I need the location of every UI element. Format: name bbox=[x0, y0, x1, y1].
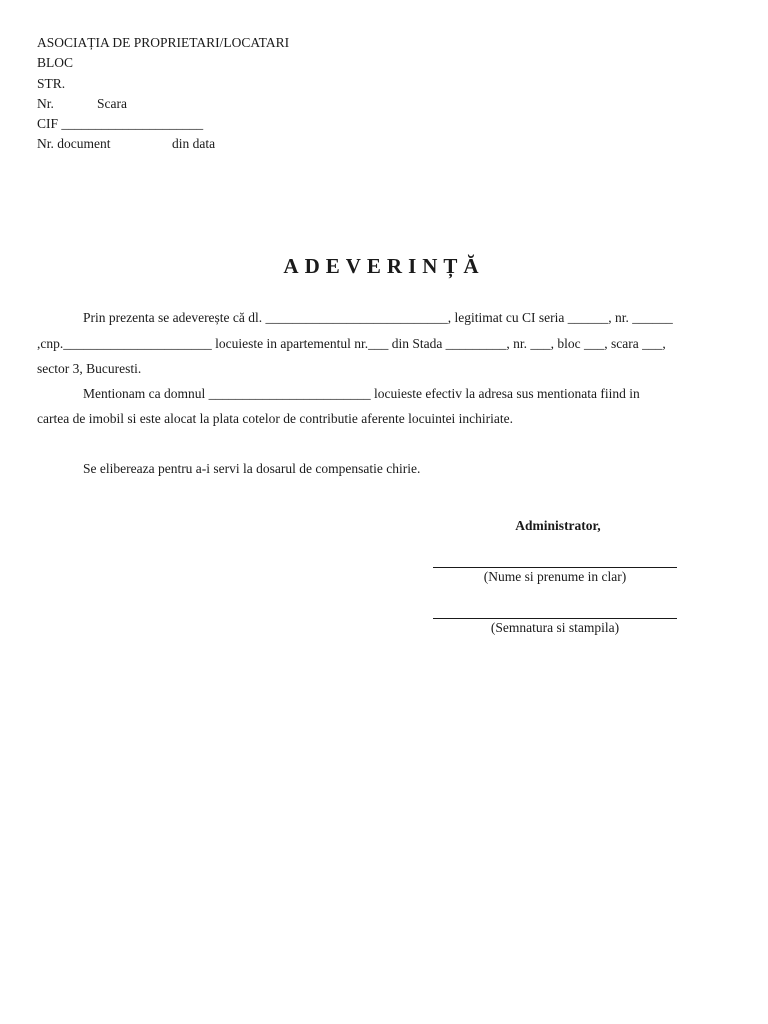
name-caption: (Nume si prenume in clar) bbox=[483, 569, 627, 584]
cif-line: CIF _____________________ bbox=[37, 116, 204, 132]
name-signature-line bbox=[433, 567, 677, 568]
document-number-line bbox=[37, 134, 289, 154]
nr-scara-line bbox=[37, 94, 289, 114]
nr-label: Nr. bbox=[37, 95, 54, 111]
nr-document-label: Nr. document bbox=[37, 136, 111, 152]
administrator-heading: Administrator, bbox=[515, 518, 601, 533]
signature-caption: (Semnatura si stampila) bbox=[490, 620, 620, 635]
paragraph-3: Se elibereaza pentru a-i servi la dosarul de compensatie chirie. bbox=[83, 461, 421, 476]
din-data-label: din data bbox=[172, 136, 216, 152]
paragraph-1-line-3: sector 3, Bucuresti. bbox=[37, 361, 142, 376]
document-title: ADEVERINȚĂ bbox=[283, 254, 485, 278]
paragraph-1-line-1: Prin prezenta se adeverește că dl. ___________________________, legitimat cu CI seria ______, nr. ______ bbox=[83, 310, 673, 325]
paragraph-1-line-2: ,cnp.______________________ locuieste in apartementul nr.___ din Stada _________, nr. ___, bloc ___, scara ___, bbox=[37, 336, 666, 351]
street-line: STR. bbox=[37, 75, 66, 91]
bloc-line: BLOC bbox=[37, 55, 74, 71]
issuer-header bbox=[37, 33, 289, 155]
paragraph-2-line-2: cartea de imobil si este alocat la plata cotelor de contributie aferente locuintei inchiriate. bbox=[37, 411, 514, 426]
paragraph-2-line-1: Mentionam ca domnul ________________________ locuieste efectiv la adresa sus mentionata fiind in bbox=[83, 386, 640, 401]
scara-label: Scara bbox=[97, 95, 127, 111]
association-line: ASOCIAȚIA DE PROPRIETARI/LOCATARI bbox=[37, 35, 290, 50]
signature-stamp-line bbox=[433, 618, 677, 619]
